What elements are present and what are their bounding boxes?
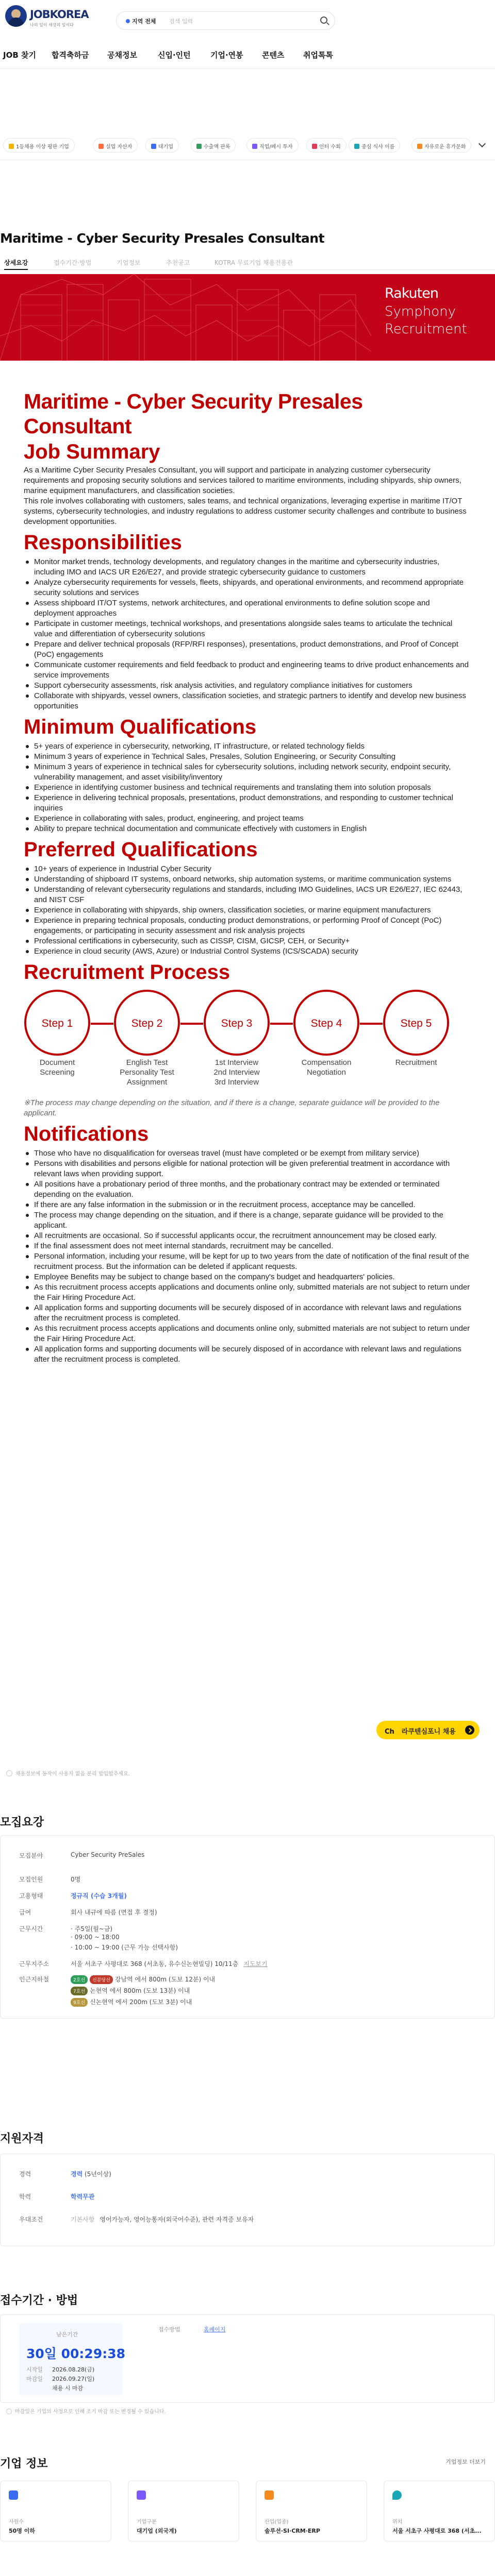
info-icon — [6, 2409, 12, 2414]
process-step — [203, 990, 270, 1087]
coin-icon — [252, 144, 257, 149]
calendar-icon — [417, 144, 422, 149]
list-item: Assess shipboard IT/OT systems, network architectures, and operational environments to define solution scope and deployment approaches — [24, 598, 470, 619]
list-item: Support cybersecurity assessments, risk analysis activities, and regulatory compliance initiatives for customers — [24, 681, 470, 691]
company-info-card: 기업구분 대기업 (외국계) — [128, 2481, 239, 2541]
company-banner — [0, 274, 495, 361]
summary-text-2: This role involves collaborating with customers, sales teams, and technical organizations, leveraging expertise in maritime IT/OT systems, cybersecurity technologies, and industry regulations to address customer security challenges and contribute to business development opportunities. — [24, 497, 467, 526]
pref-qual-heading: Preferred Qualifications — [24, 838, 258, 861]
step-circle: Step 4 — [293, 990, 359, 1056]
quick-filter-bar — [0, 138, 495, 154]
list-item: Minimum 3 years of experience in Technical Sales, Presales, Solution Engineering, or Security Consulting — [24, 752, 470, 762]
start-label: 시작일 — [26, 2366, 43, 2373]
quick-chip[interactable]: 중심 식사 이름 — [349, 138, 400, 152]
chart-icon — [196, 144, 202, 149]
step-description: Compensation Negotiation — [301, 1058, 352, 1077]
detail-heading: Maritime - Cyber Security Presales Consultant — [24, 389, 363, 438]
list-item: Experience in delivering technical proposals, presentations, product demonstrations, and responding to customer technical inquiries — [24, 793, 470, 814]
logo-tagline: 나의 일이 세상의 일이다 — [30, 23, 74, 27]
subway-line-badge: 2호선 — [71, 1975, 88, 1984]
location-pin-icon — [392, 2490, 402, 2500]
checkbox[interactable] — [6, 1770, 12, 1776]
main-nav — [0, 42, 495, 69]
list-item: All application forms and supporting documents will be securely disposed of in accordance with relevant laws and regulations after the recruitment process is completed. — [24, 1344, 470, 1365]
nav-bonus[interactable]: 합격축하금 — [52, 50, 89, 60]
step-description: English Test Personality Test Assignment — [120, 1058, 174, 1087]
step-circle: Step 5 — [383, 990, 449, 1056]
list-item: Those who have no disqualification for overseas travel (must have completed or be exempt from military service) — [24, 1148, 470, 1159]
nav-company-salary[interactable]: 기업·연봉 — [210, 50, 243, 60]
deadline-card — [0, 2314, 495, 2403]
list-item: All recruitments are occasional. So if successful applicants occur, the recruitment announcement may be closed early. — [24, 1231, 470, 1241]
chevron-down-icon[interactable] — [478, 140, 486, 147]
subway-line-badge: 9호선 — [71, 1998, 88, 2007]
list-item: If there are any false information in the submission or in the recruitment process, acceptance may be cancelled. — [24, 1200, 470, 1210]
list-item: As this recruitment process accepts applications and documents online only, submitted materials are not subject to return under the Fair Hiring Procedure Act. — [24, 1282, 470, 1303]
step-description: Recruitment — [395, 1058, 437, 1067]
step-circle: Step 2 — [114, 990, 180, 1056]
list-item: Experience in collaborating with sales, product, engineering, and project teams — [24, 814, 470, 824]
top-header — [0, 0, 495, 42]
search-input[interactable]: 검색 입력 — [169, 18, 193, 25]
consent-note: 채용정보에 동작이 사용자 없음 분리 합입합추세요. — [6, 1769, 130, 1777]
process-step — [293, 990, 360, 1077]
remaining-countdown: 30일 00:29:38 — [26, 2346, 126, 2361]
process-step — [24, 990, 91, 1077]
list-item: 5+ years of experience in cybersecurity, networking, IT infrastructure, or related technology fields — [24, 741, 470, 752]
list-item: Experience in identifying customer business and technical requirements and translating them into solution proposals — [24, 783, 470, 793]
list-item: Employee Benefits may be subject to change based on the company's budget and headquarters' policies. — [24, 1272, 470, 1282]
list-item: Participate in customer meetings, technical workshops, and presentations alongside sales teams to articulate the technical value and differentiation of cybersecurity solutions — [24, 619, 470, 639]
list-item: Prepare and deliver technical proposals (RFP/RFI responses), presentations, product demonstrations, and Proof of Concept (PoC) engagements — [24, 639, 470, 660]
list-item: Experience in cloud security (AWS, Azure) or Industrial Control Systems (ICS/SCADA) security — [24, 946, 470, 957]
quick-chip[interactable]: 인터 수회 — [306, 138, 346, 152]
list-item: All application forms and supporting documents will be securely disposed of in accordance with relevant laws and regulations after the recruitment process is completed. — [24, 1303, 470, 1324]
step-description: Document Screening — [39, 1058, 75, 1077]
recruitment-steps — [24, 990, 470, 1098]
logo-mark-icon — [5, 5, 27, 27]
list-item: Communicate customer requirements and field feedback to product and engineering teams to drive product enhancements and service improvements — [24, 660, 470, 681]
end-date: 2026.09.27(일) — [52, 2376, 95, 2382]
nav-intern[interactable]: 신입·인턴 — [158, 50, 191, 60]
site-logo[interactable] — [5, 5, 103, 34]
step-circle: Step 3 — [204, 990, 270, 1056]
quick-chip[interactable]: 실업 자산자 — [93, 138, 138, 152]
search-box[interactable] — [116, 11, 335, 30]
step-connector — [91, 1023, 113, 1025]
channel-icon: Ch — [385, 1728, 394, 1736]
quick-chip[interactable]: 수출액 관록 — [191, 138, 236, 152]
homepage-link[interactable]: 홈페이지 — [204, 2326, 226, 2333]
end-note: 채용 시 마감 — [52, 2385, 84, 2392]
list-item: If the final assessment does not meet internal standards, recruitment may be cancelled. — [24, 1241, 470, 1251]
list-item: As this recruitment process accepts applications and documents online only, submitted materials are not subject to return under the Fair Hiring Procedure Act. — [24, 1324, 470, 1344]
list-item: The process may change depending on the situation, and if there is a change, separate guidance will be provided to the applicant. — [24, 1210, 470, 1231]
summary-text: As a Maritime Cyber Security Presales Consultant, you will support and participate in analyzing customer cybersecurity requirements and proposing security solutions and services tailored to maritime environments, including shipyards, ship owners, marine equipment manufacturers, and classification societies. — [24, 466, 461, 495]
subway-line-badge: 7호선 — [71, 1987, 88, 1995]
process-step — [113, 990, 180, 1087]
list-item: Analyze cybersecurity requirements for vessels, fleets, shipyards, and operational environments, and recommend appropriate security solutions and services — [24, 578, 470, 598]
list-item: Collaborate with shipyards, vessel owners, classification societies, and strategic partners to identify and develop new business opportunities — [24, 691, 470, 711]
quick-chip[interactable]: 1등채용 이상 평판 기업 — [3, 138, 75, 152]
min-qual-list — [24, 741, 470, 834]
period-footnote: 마감일은 기업의 사정으로 인해 조기 마감 또는 변경될 수 있습니다. — [6, 2407, 166, 2415]
company-channel-button[interactable]: Ch 라쿠텐심포니 채용 — [376, 1721, 480, 1739]
step-connector — [270, 1023, 293, 1025]
tab-company[interactable]: 기업정보 — [117, 259, 141, 266]
list-item: Minimum 3 years of experience in technical sales for cybersecurity solutions, including network security, endpoint security, vulnerability management, and asset visibility/inventory — [24, 762, 470, 783]
user-icon — [312, 144, 317, 149]
list-item: All positions have a probationary period of three months, and the probationary contract may be extended or terminated depending on the evaluation. — [24, 1179, 470, 1200]
min-qual-heading: Minimum Qualifications — [24, 716, 257, 738]
recruit-card: 모집분야 Cyber Security PreSales 모집인원 0명 고용형태 정규직 (수습 3개월) 급여 회사 내규에 따름 (면접 후 결정) 근무시간 · 주5일(월~금) · 09:00 ~ 18:00 · 10:00 ~ 19:00 (근무 가능 선택사항) 근무지주소 서울 서초구 사평대로 368 (서초동, 유수신논현빌딩) 10/11층 지도보기 인근지하철 2호선 신분당선 강남역 에서 800m (도보 12분) 이내 7호선 논현역 에서 800m (도보 13분) 이내 9호선 신논현역 에서 200m (도보 3분) 이내 — [0, 1835, 495, 2019]
company-section-title: 기업 정보 — [0, 2458, 48, 2470]
quick-chip[interactable]: 대기업 — [145, 138, 179, 152]
period-section-title: 접수기간 · 방법 — [0, 2294, 78, 2307]
tab-period[interactable]: 접수기간·방법 — [54, 259, 92, 266]
company-info-card: 위치 서울 서초구 사평대로 368 (서초... — [384, 2481, 495, 2541]
arrow-right-icon — [465, 1725, 474, 1735]
job-title: Maritime - Cyber Security Presales Consultant — [0, 231, 325, 246]
step-connector — [360, 1023, 383, 1025]
remaining-label: 남은기간 — [56, 2331, 78, 2338]
quick-chip[interactable]: 직업/페시 투자 — [246, 138, 299, 152]
responsibilities-list — [24, 557, 470, 711]
step-connector — [180, 1023, 203, 1025]
list-item: Persons with disabilities and persons eligible for national protection will be given preferential treatment in accordance with relevant laws when providing support. — [24, 1159, 470, 1179]
nav-public-recruit[interactable]: 공채정보 — [107, 50, 137, 60]
search-icon[interactable] — [320, 16, 327, 24]
brand-line2: Recruitment — [385, 321, 467, 337]
start-date: 2026.08.28(금) — [52, 2366, 95, 2373]
list-item: Monitor market trends, technology developments, and regulatory changes in the maritime and cybersecurity industries, including IMO and IACS UR E26/E27, and provide strategic cybersecurity guidance to customers — [24, 557, 470, 578]
brand-line1: Symphony — [385, 304, 456, 319]
process-note: ※The process may change depending on the situation, and if there is a change, separate guidance will be provided to the applicant. — [24, 1098, 440, 1117]
list-item: Professional certifications in cybersecurity, such as CISSP, CISM, GICSP, CEH, or Security+ — [24, 936, 470, 946]
end-label: 마감일 — [26, 2376, 43, 2382]
briefcase-icon — [265, 2490, 274, 2500]
list-item: Personal information, including your resume, will be kept for up to two years from the date of notification of the final result of the recruitment process. But the information can be deleted if applicant requests. — [24, 1251, 470, 1272]
list-item: Understanding of shipboard IT systems, onboard networks, ship automation systems, or maritime communication systems — [24, 874, 470, 885]
building-icon — [151, 144, 156, 149]
company-info-card: 산업(업종) 솔루션·SI·CRM·ERP — [256, 2481, 367, 2541]
method-label: 접수방법 — [158, 2326, 180, 2333]
nav-job-search[interactable]: JOB 찾기 — [3, 50, 36, 60]
people-icon — [9, 2490, 18, 2500]
map-link[interactable]: 지도보기 — [243, 1960, 268, 1968]
responsibilities-heading: Responsibilities — [24, 531, 182, 554]
qualification-card: 경력 경력 (5년이상) 학력 학력무관 우대조건 기본사항 영어가능자, 영어능통자(외국어수준), 관련 자격증 보유자 — [0, 2154, 495, 2246]
list-item: 10+ years of experience in Industrial Cyber Security — [24, 864, 470, 874]
tab-detail[interactable]: 상세요강 — [4, 259, 28, 266]
subway-line-badge: 신분당선 — [90, 1975, 113, 1984]
company-more-link[interactable]: 기업정보 더보기 — [446, 2459, 486, 2465]
notifications-heading: Notifications — [24, 1123, 149, 1145]
notifications-list — [24, 1148, 470, 1365]
detail-tabs — [0, 257, 495, 270]
summary-heading: Job Summary — [24, 440, 160, 463]
tab-recommend[interactable]: 추천공고 — [166, 259, 190, 266]
pref-qual-list — [24, 864, 470, 957]
tab-kotra[interactable]: KOTRA 무료기업 채용전용관 — [214, 259, 293, 266]
region-selector[interactable]: 지역 전체 — [126, 17, 156, 25]
building-icon — [137, 2490, 146, 2500]
company-info-card: 사원수 50명 이하 — [0, 2481, 111, 2541]
nav-community[interactable]: 취업톡톡 — [303, 50, 333, 60]
list-item: Experience in collaborating with shipyards, ship owners, classification societies, or marine equipment manufacturers — [24, 905, 470, 916]
star-icon — [9, 144, 14, 149]
nav-contents[interactable]: 콘텐츠 — [262, 50, 285, 60]
recruit-section-title: 모집요강 — [0, 1816, 44, 1829]
step-description: 1st Interview 2nd Interview 3rd Interview — [213, 1058, 260, 1087]
logo-text: JOBKOREA — [30, 8, 89, 21]
qualification-section-title: 지원자격 — [0, 2132, 44, 2145]
list-item: Understanding of relevant cybersecurity regulations and standards, including IMO Guidelines, IACS UR E26/E27, IEC 62443, and NIST CSF — [24, 885, 470, 905]
remaining-box — [19, 2323, 126, 2395]
list-item: Experience in preparing technical proposals, conducting product demonstrations, or performing Proof of Concept (PoC) engagements, or participating in security assessment and risk analysis projects — [24, 916, 470, 936]
job-detail-content — [24, 389, 470, 1365]
list-item: Ability to prepare technical documentation and communicate effectively with customers in English — [24, 824, 470, 834]
process-step — [383, 990, 450, 1067]
process-heading: Recruitment Process — [24, 961, 230, 984]
meal-icon — [354, 144, 359, 149]
quick-chip[interactable]: 자유로운 휴가문화 — [411, 138, 471, 152]
brand-logo: Rakuten — [385, 285, 438, 301]
location-pin-icon — [126, 19, 130, 23]
tag-icon — [98, 144, 104, 149]
step-circle: Step 1 — [24, 990, 90, 1056]
